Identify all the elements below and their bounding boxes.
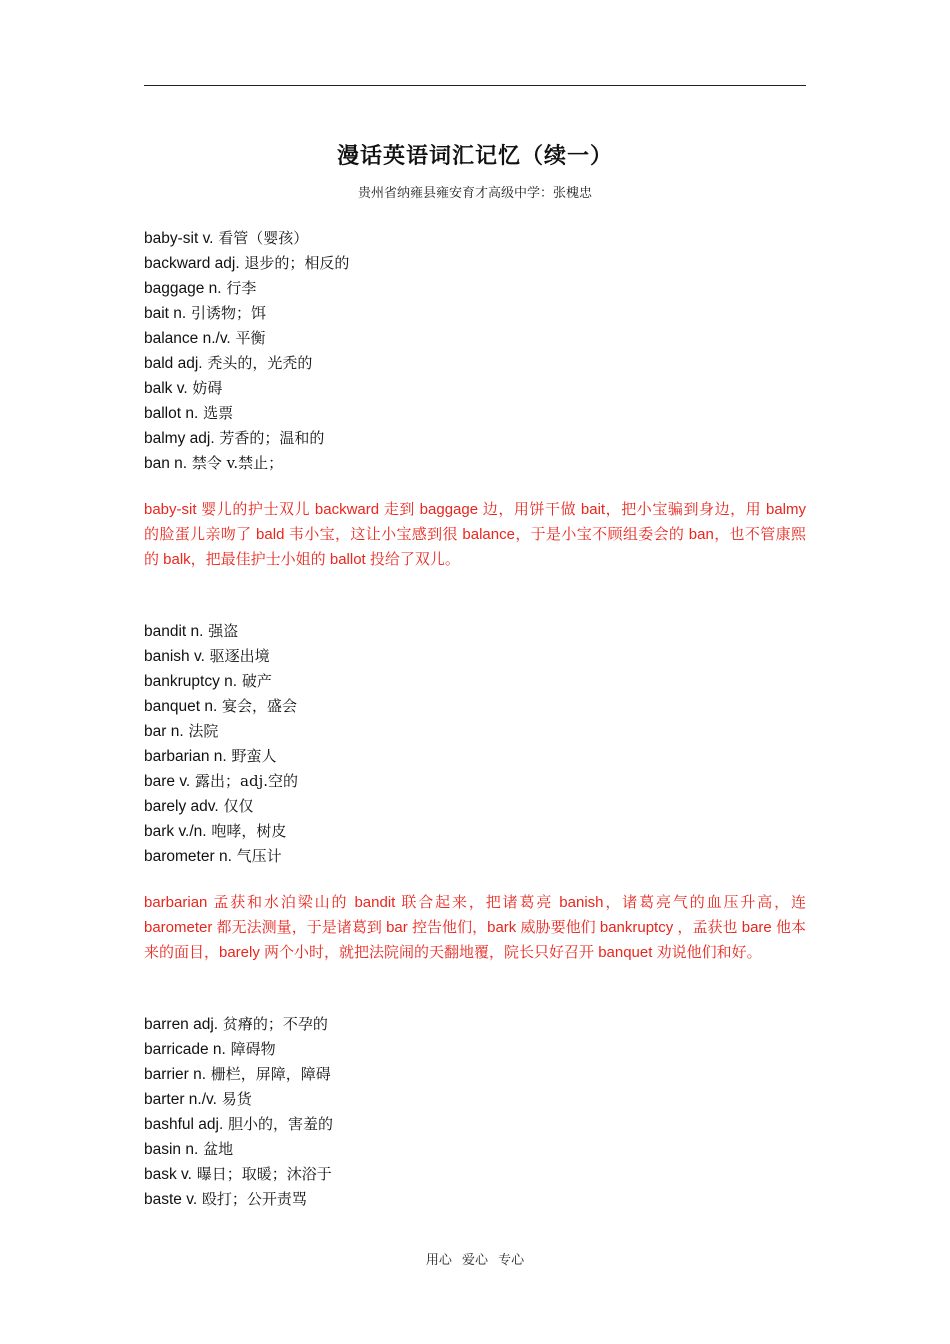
vocab-list-3 [144,1012,806,1212]
vocab-entry [144,1162,806,1187]
vocab-definition: 盆地 [198,1140,234,1158]
vocab-definition: 强盗 [203,622,239,640]
vocab-definition: 行李 [221,279,257,297]
vocab-definition: 咆哮，树皮 [206,822,287,840]
vocab-word: barbarian n. [144,748,227,765]
vocab-word: barter n./v. [144,1091,217,1108]
vocab-definition: 障碍物 [225,1040,276,1058]
vocab-entry [144,669,806,694]
vocab-entry [144,1037,806,1062]
vocab-entry [144,226,806,251]
vocab-word: balmy adj. [144,430,215,447]
vocab-word: barely adv. [144,798,219,815]
vocab-entry [144,1137,806,1162]
vocab-word: baste v. [144,1191,198,1208]
vocab-entry [144,719,806,744]
vocab-word: barren adj. [144,1016,219,1033]
vocab-word: basin n. [144,1141,199,1158]
vocab-word: bare v. [144,773,191,790]
vocab-entry [144,1112,806,1137]
vocab-definition: 胆小的，害羞的 [223,1115,334,1133]
vocab-word: bankruptcy n. [144,673,238,690]
vocab-word: bar n. [144,723,184,740]
vocab-definition: 气压计 [231,847,282,865]
header-rule [144,85,806,86]
vocab-definition: 曝日；取暖；沐浴于 [191,1165,332,1183]
vocab-definition: 芳香的；温和的 [214,429,325,447]
vocab-entry [144,769,806,794]
vocab-entry [144,276,806,301]
vocab-entry [144,1012,806,1037]
vocab-definition: 宴会，盛会 [217,697,298,715]
vocab-definition: 法院 [183,722,219,740]
mnemonic-story-1: baby-sit 婴儿的护士双儿 backward 走到 baggage 边，用饼干做 bait，把小宝骗到身边，用 balmy 的脸蛋儿亲吻了 bald 韦小宝，这让小宝感到很 balance，于是小宝不顾组委会的 ban，也不管康熙的 balk，把最佳护士小姐的 ballot 投给了双儿。 [144,501,806,568]
vocab-definition: 退步的；相反的 [239,254,350,272]
vocab-entry [144,744,806,769]
vocab-list-2 [144,619,806,869]
vocab-word: bandit n. [144,623,204,640]
vocab-word: balk v. [144,380,188,397]
vocab-definition: 妨碍 [187,379,223,397]
vocab-definition: 破产 [237,672,272,690]
vocab-entry [144,1187,806,1212]
vocab-word: backward adj. [144,255,240,272]
vocab-word: banish v. [144,648,205,665]
page-title: 漫话英语词汇记忆（续一） [336,143,613,169]
vocab-word: barometer n. [144,848,232,865]
vocab-entry [144,644,806,669]
vocab-entry [144,326,806,351]
vocab-entry [144,426,806,451]
vocab-entry [144,301,806,326]
vocab-definition: 殴打；公开责骂 [197,1190,307,1208]
vocab-word: barrier n. [144,1066,207,1083]
page-footer: 用心 爱心 专心 [425,1253,525,1268]
vocab-definition: 露出；adj.空的 [190,772,298,790]
vocab-word: ban n. [144,455,188,472]
vocab-entry [144,251,806,276]
vocab-definition: 看管（婴孩） [213,229,309,247]
vocab-entry [144,1087,806,1112]
vocab-word: barricade n. [144,1041,226,1058]
vocab-entry [144,401,806,426]
vocab-entry [144,451,806,476]
vocab-word: banquet n. [144,698,218,715]
vocab-word: baggage n. [144,280,222,297]
vocab-definition: 栅栏，屏障，障碍 [206,1065,331,1083]
vocab-definition: 平衡 [230,329,266,347]
vocab-definition: 秃头的，光秃的 [202,354,313,372]
vocab-entry [144,1062,806,1087]
vocab-definition: 仅仅 [218,797,254,815]
vocab-entry [144,694,806,719]
vocab-definition: 引诱物；饵 [186,304,267,322]
vocab-entry [144,376,806,401]
vocab-entry [144,844,806,869]
vocab-entry [144,819,806,844]
vocab-definition: 驱逐出境 [204,647,270,665]
vocab-word: ballot n. [144,405,199,422]
author-line: 贵州省纳雍县雍安育才高级中学：张槐忠 [357,186,592,201]
vocab-definition: 贫瘠的；不孕的 [218,1015,328,1033]
vocab-definition: 野蛮人 [226,747,277,765]
vocab-entry [144,351,806,376]
vocab-word: bait n. [144,305,187,322]
vocab-word: bark v./n. [144,823,207,840]
vocab-word: bashful adj. [144,1116,224,1133]
vocab-definition: 易货 [216,1090,252,1108]
vocab-word: bald adj. [144,355,203,372]
vocab-definition: 选票 [198,404,234,422]
vocab-entry [144,794,806,819]
vocab-list-1 [144,226,806,476]
mnemonic-story-2: barbarian 孟获和水泊梁山的 bandit 联合起来，把诸葛亮 banish，诸葛亮气的血压升高，连 barometer 都无法测量，于是诸葛到 bar 控告他们，bark 威胁要他们 bankruptcy ，孟获也 bare 他本来的面目，barely 两个小时，就把法院闹的天翻地覆，院长只好召开 banquet 劝说他们和好。 [144,894,806,961]
vocab-word: baby-sit v. [144,230,214,247]
vocab-word: balance n./v. [144,330,231,347]
vocab-definition: 禁令 v.禁止； [187,454,284,472]
vocab-entry [144,619,806,644]
vocab-word: bask v. [144,1166,192,1183]
